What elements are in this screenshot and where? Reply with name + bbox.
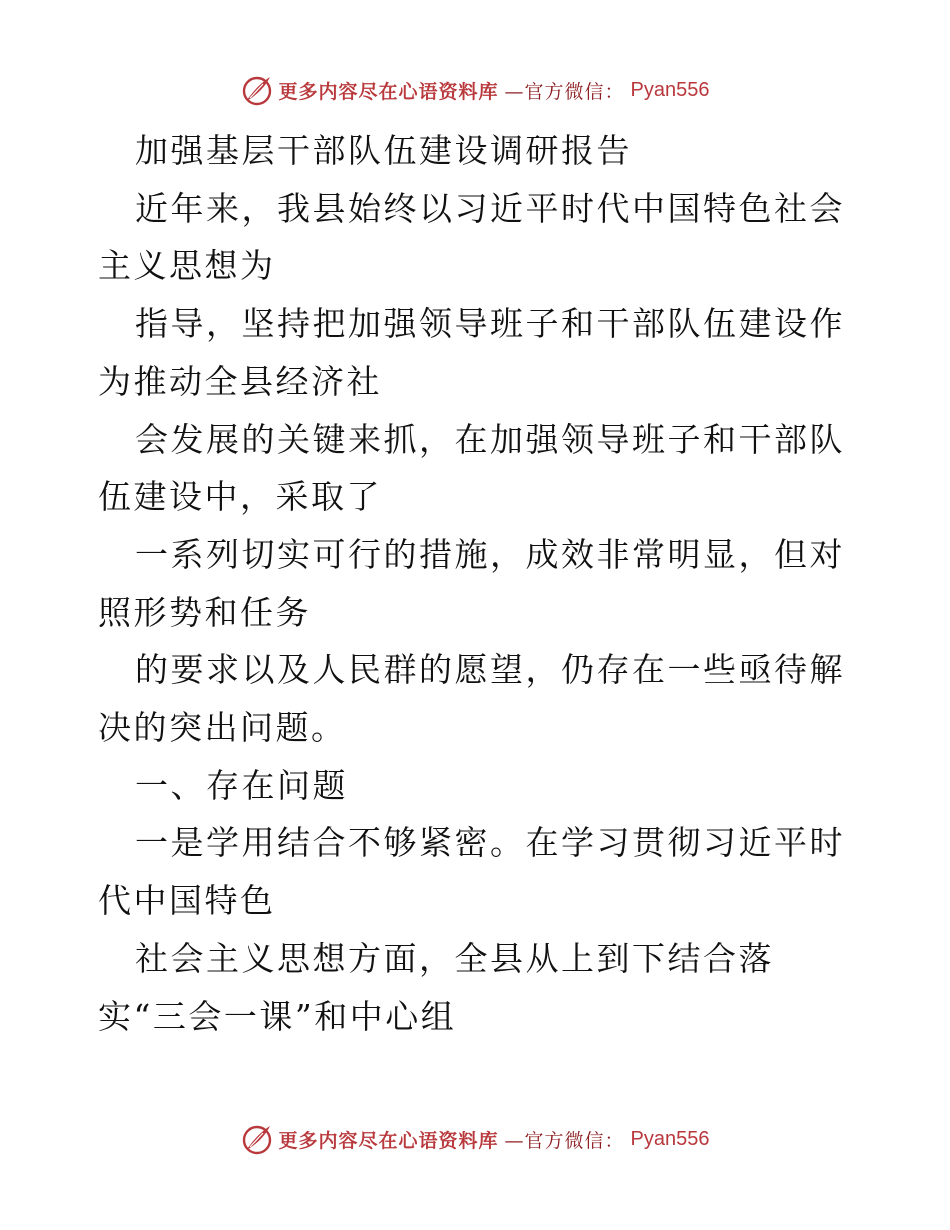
wechat-id-text: Pyan556 [630, 1127, 710, 1150]
site-name-text: 更多内容尽在心语资料库 [278, 80, 499, 103]
paragraph: 近年来，我县始终以习近平时代中国特色社会主义思想为 [98, 188, 845, 286]
red-feather-pen-icon [241, 1123, 273, 1155]
red-feather-pen-icon [241, 74, 273, 106]
section-heading: 一、存在问题 [135, 765, 348, 805]
paragraph: 一系列切实可行的措施，成效非常明显，但对照形势和任务 [98, 534, 845, 632]
paragraph: 一是学用结合不够紧密。在学习贯彻习近平时代中国特色 [98, 823, 845, 921]
official-wechat-label: —官方微信： [504, 80, 625, 103]
footer-watermark-banner [0, 1119, 950, 1159]
wechat-id-text: Pyan556 [630, 78, 710, 101]
header-watermark-banner [0, 70, 950, 110]
official-wechat-label: —官方微信： [504, 1129, 625, 1152]
document-body [98, 122, 858, 1045]
paragraph: 会发展的关键来抓，在加强领导班子和干部队伍建设中，采取了 [98, 419, 845, 517]
paragraph: 的要求以及人民群的愿望，仍存在一些亟待解决的突出问题。 [98, 650, 845, 748]
paragraph: 社会主义思想方面，全县从上到下结合落实“三会一课”和中心组 [98, 938, 774, 1036]
paragraph: 指导，坚持把加强领导班子和干部队伍建设作为推动全县经济社 [98, 304, 845, 401]
site-name-text: 更多内容尽在心语资料库 [278, 1129, 499, 1152]
document-title: 加强基层干部队伍建设调研报告 [135, 131, 632, 170]
